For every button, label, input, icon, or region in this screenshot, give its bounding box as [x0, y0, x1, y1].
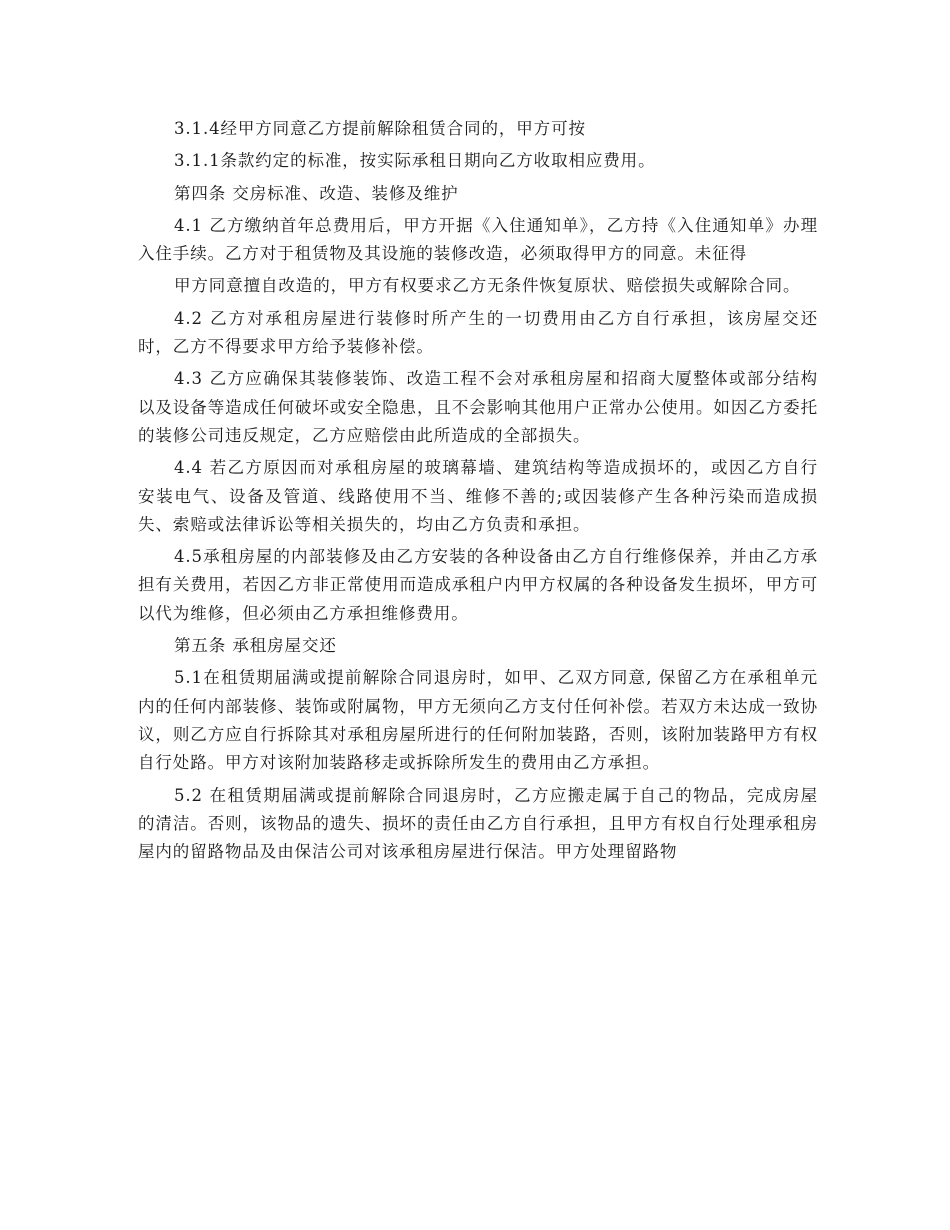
clause-5-2: 5.2 在租赁期届满或提前解除合同退房时，乙方应搬走属于自己的物品，完成房屋的清洁。否则，该物品的遗失、损坏的责任由乙方自行承担，且甲方有权自行处理承租房屋内的留路物品及由保洁公司对该承租房屋进行保洁。甲方处理留路物	[138, 785, 818, 862]
clause-3-1-1-continued: 3.1.1条款约定的标准，按实际承租日期向乙方收取相应费用。	[174, 151, 656, 171]
clause-4-1-continued: 甲方同意擅自改造的，甲方有权要求乙方无条件恢复原状、赔偿损失或解除合同。	[174, 276, 801, 296]
article-5-heading: 第五条 承租房屋交还	[174, 636, 337, 656]
clause-4-5: 4.5承租房屋的内部装修及由乙方安装的各种设备由乙方自行维修保养，并由乙方承担有关费用，若因乙方非正常使用而造成承租户内甲方权属的各种设备发生损坏，甲方可以代为维修，但必须由乙方承担维修费用。	[138, 547, 818, 623]
clause-5-1: 5.1在租赁期届满或提前解除合同退房时，如甲、乙双方同意, 保留乙方在承租单元内的任何内部装修、装饰或附属物，甲方无须向乙方支付任何补偿。若双方未达成一致协议，则乙方应自行拆除其对承租房屋所进行的任何附加装路，否则，该附加装路甲方有权自行处路。甲方对该附加装路移走或拆除所发生的费用由乙方承担。	[138, 668, 818, 773]
clause-4-1: 4.1 乙方缴纳首年总费用后，甲方开据《入住通知单》，乙方持《入住通知单》办理入住手续。乙方对于租赁物及其设施的装修改造，必须取得甲方的同意。未征得	[138, 215, 818, 264]
document-body	[138, 115, 818, 866]
article-4-heading: 第四条 交房标准、改造、装修及维护	[174, 183, 459, 203]
clause-4-4: 4.4 若乙方原因而对承租房屋的玻璃幕墙、建筑结构等造成损坏的，或因乙方自行安装电气、设备及管道、线路使用不当、维修不善的;或因装修产生各种污染而造成损失、索赔或法律诉讼等相关损失的，均由乙方负责和承担。	[138, 458, 818, 534]
clause-3-1-4: 3.1.4经甲方同意乙方提前解除租赁合同的，甲方可按	[174, 119, 586, 138]
clause-4-3: 4.3 乙方应确保其装修装饰、改造工程不会对承租房屋和招商大厦整体或部分结构以及设备等造成任何破坏或安全隐患，且不会影响其他用户正常办公使用。如因乙方委托的装修公司违反规定，乙方应赔偿由此所造成的全部损失。	[138, 369, 818, 445]
clause-4-2: 4.2 乙方对承租房屋进行装修时所产生的一切费用由乙方自行承担，该房屋交还时，乙方不得要求甲方给予装修补偿。	[138, 308, 818, 357]
